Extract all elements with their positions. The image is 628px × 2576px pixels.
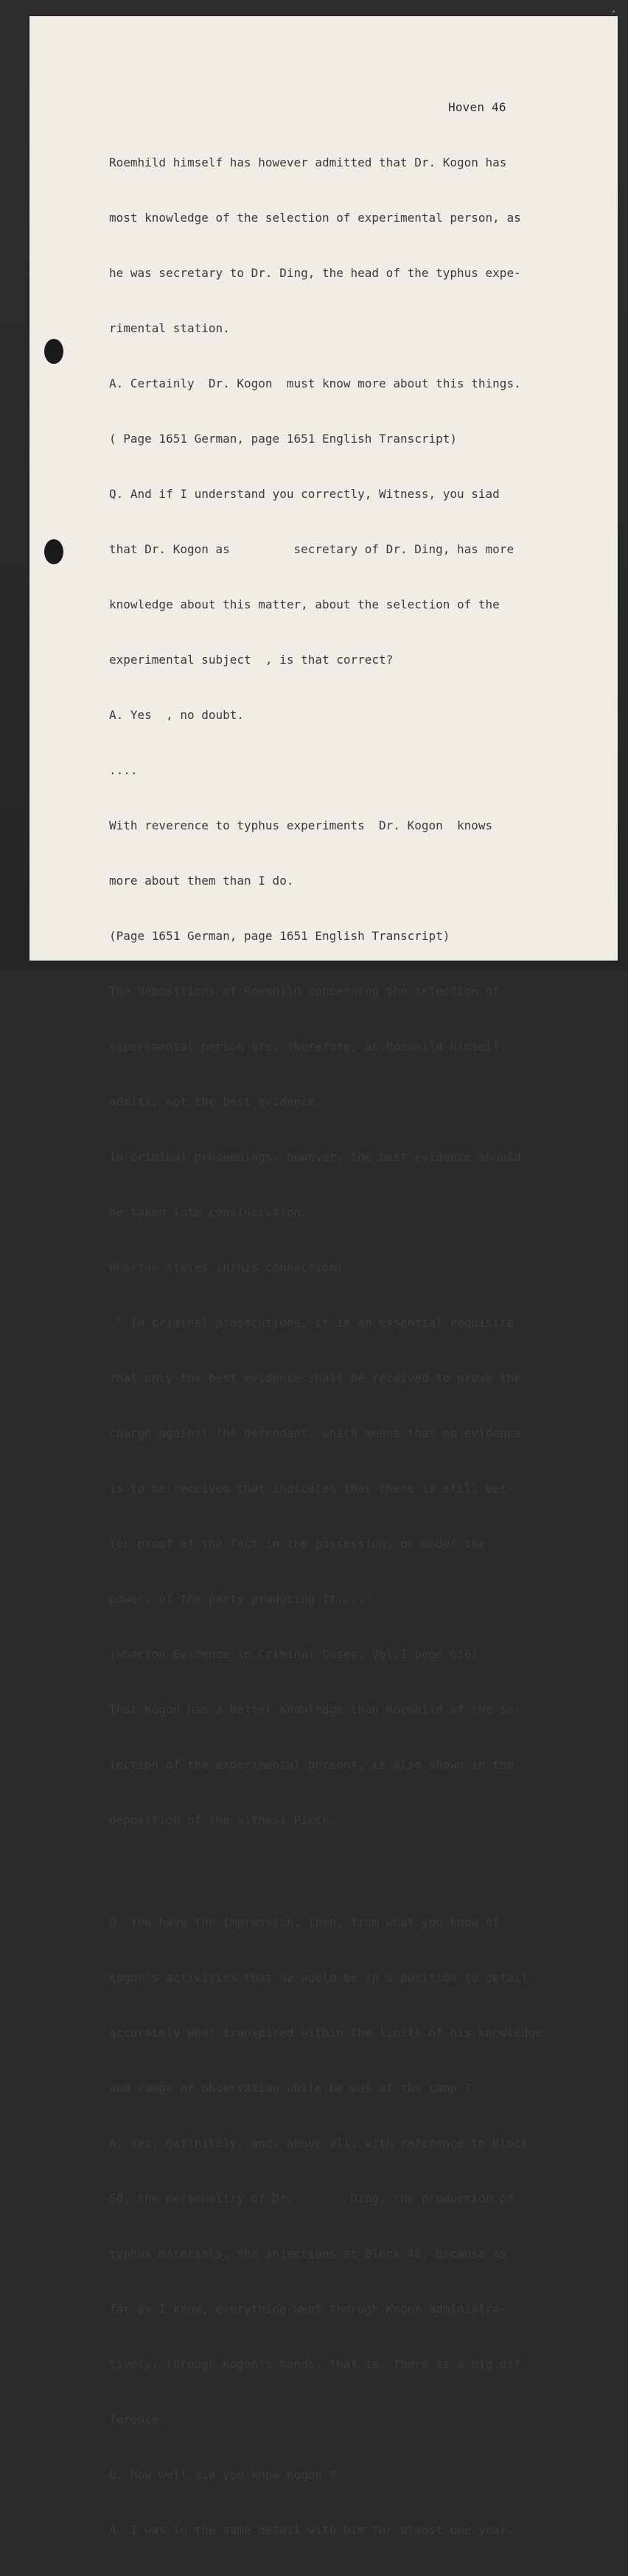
typewritten-body: [109, 116, 596, 2576]
text-line: and range or observation while he was at the camp ?: [109, 2081, 472, 2095]
text-line: experimental person are, therefore, as Roemhild himself: [109, 1039, 500, 1053]
text-line: Q. How well did you know Kogon ?: [109, 2468, 337, 2482]
text-line: experimental subject , is that correct?: [109, 653, 394, 667]
text-line: The depositions of Roemhild concerning the selection of: [109, 984, 500, 998]
blank-line: [109, 1866, 596, 1876]
scan-speck: [613, 10, 615, 13]
text-line: Q. And if I understand you correctly, Witness, you siad: [109, 487, 500, 501]
text-line: A. Yes, definitely, and, above all, with reference to Block: [109, 2136, 528, 2150]
text-line: charge against the defendant, which means that no evidence: [109, 1426, 521, 1440]
punch-hole-bottom: [44, 539, 63, 564]
text-line: is to be received that indicates that there is still bet-: [109, 1481, 514, 1495]
text-line: ter proof of the fact in the possession, or under the: [109, 1537, 486, 1551]
text-line: that only the best evidence shall be received to prove the: [109, 1371, 521, 1385]
text-line: A. Certainly Dr. Kogon must know more about this things.: [109, 376, 521, 390]
text-line: " In criminal prosecutions, it is an essential requisite: [109, 1316, 514, 1330]
text-line: ference.: [109, 2412, 167, 2426]
text-line: A. I was in the same detail with him for almost one year.: [109, 2523, 514, 2537]
text-line: Wharton states inthis connection:: [109, 1260, 343, 1274]
text-line: that Dr. Kogon as secretary of Dr. Ding, has more: [109, 542, 514, 556]
text-line: Roemhild himself has however admitted that Dr. Kogon has: [109, 155, 507, 169]
page-number-label: Hoven 46: [448, 100, 506, 114]
text-line: (Wharton Evidence in Criminal Cases, Vol.I page 616): [109, 1647, 478, 1661]
text-line: be taken into consideration.: [109, 1205, 308, 1219]
text-line: he was secretary to Dr. Ding, the head of the typhus expe-: [109, 266, 521, 280]
text-line: ( Page 1651 German, page 1651 English Transcript): [109, 432, 458, 446]
punch-hole-top: [44, 339, 63, 364]
text-line: rimental station.: [109, 321, 230, 335]
text-line: In criminal proseedings, however, the best evidence should: [109, 1150, 521, 1164]
text-line: That Kogon has a better knowledge than Roemhild of the se-: [109, 1702, 521, 1716]
text-line: (Page 1651 German, page 1651 English Transcript): [109, 929, 450, 943]
text-line: 50, the personality of Dr. Ding, the production of: [109, 2191, 514, 2205]
text-line: knowledge about this matter, about the selection of the: [109, 597, 500, 611]
text-line: lection of the experimental persons, is also shown in the: [109, 1758, 514, 1772]
text-line: Kogon's activities that he would be in a position to detail: [109, 1970, 528, 1984]
text-line: deposition of the witness Pieck.: [109, 1813, 337, 1827]
text-line: typhus materials, the injections at Block 46, because as: [109, 2247, 507, 2261]
text-line: accurately what transpired within the limits of his knowledge: [109, 2026, 542, 2040]
text-line: most knowledge of the selection of experimental person, as: [109, 211, 521, 225]
text-line: ....: [109, 763, 138, 777]
text-line: admits, not the best evidence.: [109, 1095, 322, 1109]
text-line: tively, through Kogon's hands, that is. There is a big dif-: [109, 2357, 528, 2371]
text-line: A. Yes , no doubt.: [109, 708, 245, 722]
text-line: far as I know, everything went thorugh Kogon administra-: [109, 2302, 507, 2316]
text-line: more about them than I do.: [109, 874, 294, 888]
text-line: Q. You have the impression, then, from what you know of: [109, 1915, 500, 1929]
document-page: [29, 16, 618, 2537]
text-line: With reverence to typhus experiments Dr. Kogon knows: [109, 818, 493, 832]
text-line: power, of the party producing it....": [109, 1592, 372, 1606]
